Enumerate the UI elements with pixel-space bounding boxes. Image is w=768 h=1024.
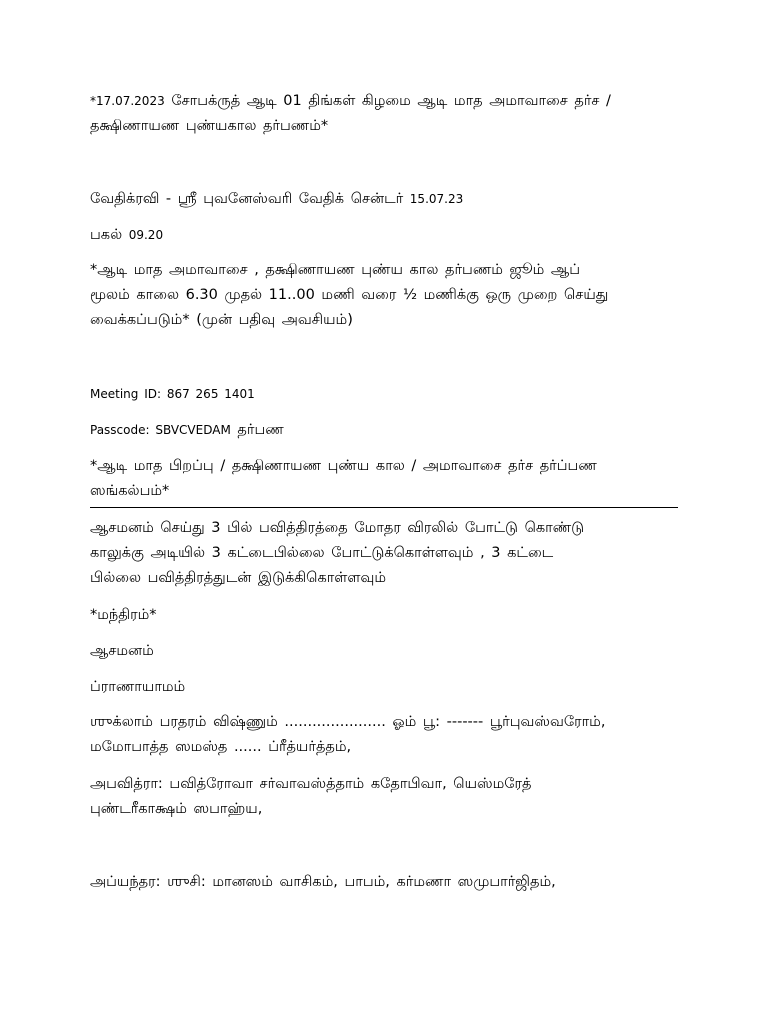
instruction-paragraph <box>90 516 680 591</box>
apyantara-paragraph: அப்யந்தர: ஶுசி: மானஸம் வாசிகம், பாபம், கர்மணா ஸமுபார்ஜிதம், <box>90 874 556 890</box>
passcode-tamil: தர்பண <box>237 422 284 438</box>
header-line2-text: தக்ஷிணாயண புண்யகால தர்பணம்* <box>90 118 329 134</box>
shuklam-paragraph <box>90 710 680 760</box>
meeting-id: Meeting ID: 867 265 1401 <box>90 387 255 401</box>
announcement-line3: வைக்கப்படும்* (முன் பதிவு அவசியம்) <box>90 312 353 328</box>
passcode-line <box>90 418 680 443</box>
instruction-line2: காலுக்கு அடியில் 3 கட்டைபில்லை போட்டுக்கொள்ளவும் , 3 கட்டை <box>90 545 554 561</box>
header-line1-text: சோபக்ருத் ஆடி 01 திங்கள் கிழமை ஆடி மாத அமாவாசை தர்ச / <box>171 93 611 109</box>
header-title <box>90 89 680 139</box>
horizontal-divider <box>90 507 678 508</box>
apavitra-paragraph <box>90 772 680 822</box>
apavitra-line1: அபவித்ரா: பவித்ரோவா சர்வாவஸ்த்தாம் கதோபிவா, யெஸ்மரேத் <box>90 776 532 792</box>
passcode-label: Passcode: SBVCVEDAM <box>90 423 231 437</box>
sankalpam-line1: *ஆடி மாத பிறப்பு / தக்ஷிணாயண புண்ய கால / அமாவாசை தர்ச தர்ப்பண <box>90 458 597 474</box>
sankalpam-heading <box>90 454 680 504</box>
center-name-line <box>90 187 680 212</box>
time-value: 09.20 <box>128 228 164 242</box>
achamanam-text: ஆசமனம் <box>90 643 154 659</box>
pranayamam-text: ப்ராணாயாமம் <box>90 679 186 695</box>
announcement-line1: *ஆடி மாத அமாவாசை , தக்ஷிணாயண புண்ய கால தர்பணம் ஜூம் ஆப் <box>90 262 581 278</box>
announcement-line2: மூலம் காலை 6.30 முதல் 11..00 மணி வரை ½ மணிக்கு ஒரு முறை செய்து <box>90 287 609 303</box>
center-date: 15.07.23 <box>409 192 464 206</box>
time-label: பகல் <box>90 227 123 243</box>
time-line <box>90 223 680 248</box>
header-date: *17.07.2023 <box>90 94 165 108</box>
shuklam-line1: ஶுக்லாம் பரதரம் விஷ்ணும் ...................... ஓம் பூ: ------- பூர்புவஸ்வரோம், <box>90 714 606 730</box>
apavitra-line2: புண்டரீகாக்ஷம் ஸபாஹ்ய, <box>90 801 263 817</box>
center-name: வேதிக்ரவி - ஸ்ரீ புவனேஸ்வரி வேதிக் சென்டர் <box>90 191 404 207</box>
instruction-line3: பில்லை பவித்திரத்துடன் இடுக்கிகொள்ளவும் <box>90 570 387 586</box>
sankalpam-line2: ஸங்கல்பம்* <box>90 483 170 499</box>
mantram-heading: *மந்திரம்* <box>90 607 157 623</box>
announcement-paragraph <box>90 258 680 333</box>
instruction-line1: ஆசமனம் செய்து 3 பில் பவித்திரத்தை மோதர விரலில் போட்டு கொண்டு <box>90 520 585 536</box>
shuklam-line2: மமோபாத்த ஸமஸ்த ...... ப்ரீத்யர்த்தம், <box>90 739 352 755</box>
